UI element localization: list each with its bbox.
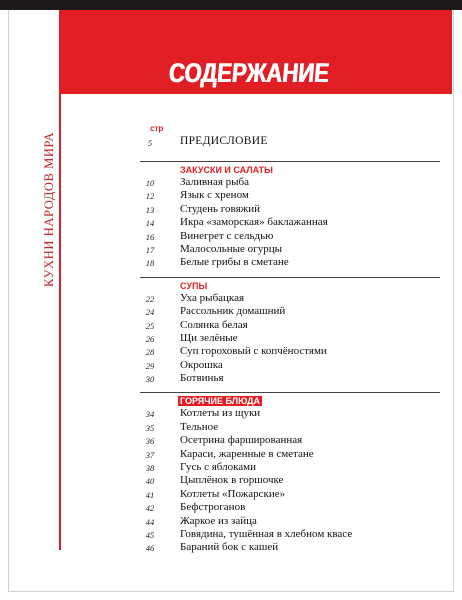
page-number: 26 xyxy=(145,333,155,344)
page-number: 10 xyxy=(145,178,155,188)
entry-title: Жаркое из зайца xyxy=(180,514,257,527)
entry-title: Щи зелёные xyxy=(180,331,238,344)
entry-title: Малосольные огурцы xyxy=(180,242,282,255)
section-title: ГОРЯЧИЕ БЛЮДА xyxy=(180,396,261,407)
toc-entry[interactable] xyxy=(140,332,450,345)
entry-title: Окрошка xyxy=(180,358,223,371)
entry-title: Рассольник домашний xyxy=(180,305,286,318)
page-number: 30 xyxy=(145,374,155,385)
page-number: 40 xyxy=(145,476,155,487)
section-heading-main-courses xyxy=(140,392,450,407)
toc-entry[interactable] xyxy=(140,434,450,447)
entry-title: Котлеты «Пожарские» xyxy=(180,487,286,500)
page-number: 41 xyxy=(145,489,155,500)
toc-entry[interactable] xyxy=(140,474,450,487)
page-number: 14 xyxy=(145,218,155,229)
series-title: КУХНИ НАРОДОВ МИРА xyxy=(42,131,56,287)
page-number: 25 xyxy=(145,320,155,331)
toc-entry[interactable] xyxy=(140,345,450,358)
section-heading-appetizers xyxy=(140,161,450,176)
toc-entry[interactable] xyxy=(140,372,450,385)
entry-title: Уха рыбацкая xyxy=(180,291,245,304)
entry-title: Котлеты из щуки xyxy=(180,407,261,420)
toc-entry[interactable] xyxy=(140,189,450,202)
toc-entry-preface[interactable] xyxy=(140,134,450,154)
toc-entry[interactable] xyxy=(140,407,450,420)
toc-entry[interactable] xyxy=(140,421,450,434)
toc-entry[interactable] xyxy=(140,488,450,501)
entry-title: Караси, жаренные в сметане xyxy=(180,447,314,460)
series-title-vertical xyxy=(42,122,54,292)
section-divider xyxy=(140,161,440,162)
page-number: 18 xyxy=(145,258,155,269)
toc-entry[interactable] xyxy=(140,541,450,554)
table-of-contents xyxy=(140,124,450,555)
entry-title: ПРЕДИСЛОВИЕ xyxy=(180,135,268,147)
entry-title: Суп гороховый с копчёностями xyxy=(180,345,327,358)
toc-entry[interactable] xyxy=(140,230,450,243)
book-edge-top xyxy=(0,0,462,10)
toc-entry[interactable] xyxy=(140,203,450,216)
page-number: 29 xyxy=(145,360,155,371)
entry-title: Тельное xyxy=(180,420,219,433)
entry-title: Говядина, тушённая в хлебном квасе xyxy=(180,527,353,540)
page-column-header: стр xyxy=(150,124,164,133)
toc-entry[interactable] xyxy=(140,256,450,269)
page-number: 42 xyxy=(145,503,155,514)
toc-entry[interactable] xyxy=(140,216,450,229)
page-number: 38 xyxy=(145,463,155,474)
page-number: 37 xyxy=(145,449,155,460)
section-title: ЗАКУСКИ И САЛАТЫ xyxy=(180,165,273,175)
page-number: 24 xyxy=(145,307,155,318)
toc-entry[interactable] xyxy=(140,448,450,461)
page-number: 46 xyxy=(145,543,155,554)
toc-entry[interactable] xyxy=(140,461,450,474)
toc-entry[interactable] xyxy=(140,359,450,372)
page-number: 28 xyxy=(145,347,155,358)
entry-title: Икра «заморская» баклажанная xyxy=(180,216,328,229)
page-number: 34 xyxy=(145,409,155,420)
entry-title: Осетрина фаршированная xyxy=(180,434,303,447)
toc-entry[interactable] xyxy=(140,243,450,256)
toc-entry[interactable] xyxy=(140,501,450,514)
entry-title: Солянка белая xyxy=(180,318,248,331)
toc-entry[interactable] xyxy=(140,528,450,541)
section-heading-soups xyxy=(140,277,450,292)
page-number: 12 xyxy=(145,191,155,202)
toc-entry[interactable] xyxy=(140,176,450,189)
toc-entry[interactable] xyxy=(140,305,450,318)
page-number: 13 xyxy=(145,204,155,215)
entry-title: Язык с хреном xyxy=(180,189,249,202)
page-number: 16 xyxy=(145,231,155,242)
page-number: 36 xyxy=(145,436,155,447)
section-divider xyxy=(140,277,440,278)
entry-title: Гусь с яблоками xyxy=(180,461,257,474)
toc-entry[interactable] xyxy=(140,292,450,305)
page-title: СОДЕРЖАНИЕ xyxy=(167,58,331,88)
toc-entry[interactable] xyxy=(140,319,450,332)
entry-title: Студень говяжий xyxy=(180,202,261,215)
entry-title: Бефстроганов xyxy=(180,501,246,514)
page-number: 22 xyxy=(145,293,155,304)
page-number: 5 xyxy=(147,138,153,148)
section-title: СУПЫ xyxy=(180,280,208,291)
entry-title: Бараний бок с кашей xyxy=(180,541,279,554)
page-number: 35 xyxy=(145,422,155,433)
toc-entry[interactable] xyxy=(140,515,450,528)
entry-title: Заливная рыба xyxy=(180,176,250,188)
page-number: 44 xyxy=(145,516,155,527)
page-number: 17 xyxy=(145,244,155,255)
entry-title: Белые грибы в сметане xyxy=(180,256,289,269)
entry-title: Цыплёнок в горшочке xyxy=(180,474,284,487)
entry-title: Винегрет с сельдью xyxy=(180,229,274,242)
page-number: 45 xyxy=(145,529,155,540)
section-divider xyxy=(140,392,440,393)
entry-title: Ботвинья xyxy=(180,372,224,385)
